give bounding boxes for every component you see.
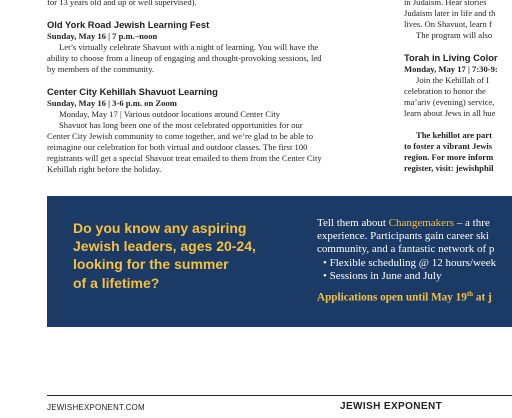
event-text-line: Center City Jewish community to come together, and we’re glad to be able to — [47, 131, 313, 141]
event-text-line: registrants will get a special Shavuot treat emailed to them from the Center City — [47, 153, 322, 163]
event-text-line: Let’s virtually celebrate Shavuot with a night of learning. You will have the — [59, 42, 319, 52]
ad-intro-line — [317, 217, 512, 230]
footer-publication-name: JEWISH EXPONENT — [340, 401, 443, 412]
closing-line: to foster a vibrant Jewis — [404, 141, 493, 151]
ad-headline-line: of a lifetime? — [73, 274, 160, 291]
closing-line: The kehillot are part — [416, 130, 492, 140]
event-text-line: reimagine our celebration for both virtual and outdoor classes. The first 100 — [47, 142, 308, 152]
footer-website: JEWISHEXPONENT.COM — [47, 403, 145, 412]
event-text-line: ability to choose from a lineup of engaging and thought-provoking sessions, led — [47, 53, 322, 63]
event-text-line: Join the Kehillah of I — [416, 75, 490, 85]
left-article-column — [47, 0, 387, 175]
intro-line: for 13 years old and up or well supervised). — [47, 0, 197, 7]
right-text-line: Judaism later in life and th — [404, 8, 496, 18]
ad-headline-line: Do you know any aspiring — [73, 220, 247, 236]
ad-program-name: Changemakers — [388, 217, 455, 229]
event-dateline: Sunday, May 16 | 7 p.m.–noon — [47, 31, 158, 41]
closing-line: region. For more inform — [404, 152, 494, 162]
ad-headline — [73, 219, 303, 292]
event-title: Torah in Living Color — [404, 52, 498, 63]
ad-call-to-action — [317, 287, 512, 305]
ad-cta-sup: th — [466, 290, 474, 299]
event-dateline: Sunday, May 16 | 3-6 p.m. on Zoom — [47, 98, 177, 108]
changemakers-advertisement — [47, 196, 512, 327]
event-lead-line: Monday, May 17 | Various outdoor locations around Center City — [59, 109, 281, 119]
ad-bullet-item: • Sessions in June and July — [323, 269, 442, 282]
ad-text-line: community, and a fantastic network of p — [317, 243, 495, 256]
event-text-line: Shavuot has long been one of the most celebrated opportunities for our — [59, 120, 303, 130]
event-dateline: Monday, May 17 | 7:30-9: — [404, 64, 498, 74]
right-text-line: lives. On Shavuot, learn f — [404, 19, 492, 29]
event-text-line: by members of the community. — [47, 64, 155, 74]
right-text-line: The program will also — [416, 30, 493, 40]
event-text-line: learn about Jews in all hue — [404, 108, 496, 118]
ad-intro-before: Tell them about — [317, 217, 389, 229]
closing-line: register, visit: jewishphil — [404, 163, 494, 173]
ad-bullet-item: • Flexible scheduling @ 12 hours/week — [323, 256, 497, 269]
right-text-line: in Judaism. Hear stories — [404, 0, 487, 7]
event-text-line: ma’ariv (evening) service, — [404, 97, 495, 107]
event-text-line: Kehillah right before the holiday. — [47, 164, 162, 174]
right-article-column — [404, 0, 512, 174]
event-old-york-road — [47, 19, 387, 75]
event-text-line: celebration to honor the — [404, 86, 486, 96]
ad-cta-before: Applications open until May 19 — [317, 291, 467, 304]
ad-cta-after: at j — [473, 291, 492, 304]
ad-text-line: experience. Participants gain career ski — [317, 230, 489, 243]
ad-headline-line: looking for the summer — [73, 256, 229, 273]
event-title: Center City Kehillah Shavuot Learning — [47, 86, 218, 97]
ad-headline-line: Jewish leaders, ages 20-24, — [73, 238, 256, 255]
event-torah-living-color — [404, 52, 512, 119]
event-center-city-kehillah — [47, 86, 387, 175]
event-title: Old York Road Jewish Learning Fest — [47, 19, 210, 30]
ad-description — [317, 217, 512, 316]
ad-intro-after: – a thre — [454, 217, 490, 229]
closing-note — [404, 130, 512, 174]
footer-divider — [47, 395, 512, 396]
